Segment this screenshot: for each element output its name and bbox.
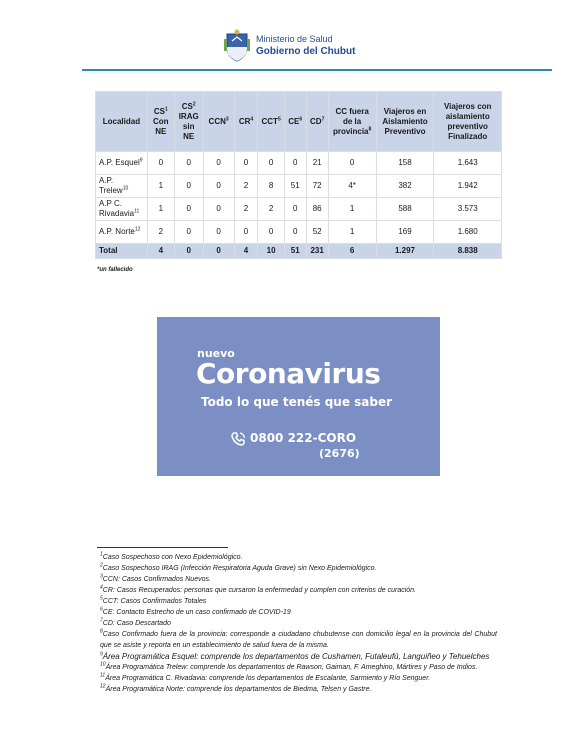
table-cell: 0 <box>328 152 376 175</box>
footnote-ref: 5 <box>277 115 281 122</box>
column-header-label: CR <box>238 116 251 126</box>
footnote-text: CCT: Casos Confirmados Totales <box>102 598 207 605</box>
table-cell: 4* <box>328 175 376 198</box>
phone-icon <box>230 431 246 447</box>
table-cell: 0 <box>147 152 174 175</box>
table-cell: 8 <box>258 175 284 198</box>
footnote-ref: 4 <box>250 115 254 122</box>
footnote-ref: 11 <box>134 208 140 215</box>
footnote-ref: 1 <box>164 105 168 112</box>
footnote-text: Área Programática Trelew: comprende los departamentos de Rawson, Gaiman, F. Ameghino, Mártires y Paso de Indios. <box>105 664 478 671</box>
footnote-number: 6 <box>100 606 103 613</box>
banner-kicker: nuevo <box>197 347 235 360</box>
footnote-item <box>100 574 497 585</box>
table-cell: 169 <box>376 221 434 244</box>
total-cell: 4 <box>234 244 258 259</box>
footnote-number: 11 <box>100 672 106 679</box>
total-cell: 10 <box>258 244 284 259</box>
footnote-item <box>100 662 497 673</box>
column-header <box>434 92 502 152</box>
table-cell: 0 <box>174 221 203 244</box>
table-cell: 382 <box>376 175 434 198</box>
footnote-number: 7 <box>100 617 103 624</box>
table-cell: 0 <box>174 152 203 175</box>
footnote-ref: 6 <box>299 115 303 122</box>
footnote-ref: 10 <box>122 185 129 192</box>
table-row <box>96 152 502 175</box>
table-row <box>96 221 502 244</box>
table-cell: 0 <box>203 175 234 198</box>
footnote-divider <box>97 547 228 548</box>
table-total-row <box>96 244 502 259</box>
page-header <box>0 26 579 66</box>
banner-title: Coronavirus <box>196 357 381 390</box>
footnote-number: 12 <box>100 683 106 690</box>
footnote-text: CD: Caso Descartado <box>102 620 171 627</box>
table-cell: 0 <box>284 198 306 221</box>
row-locality <box>96 198 148 221</box>
footnote-text: CCN: Casos Confirmados Nuevos. <box>102 576 211 583</box>
table-header-row <box>96 92 502 152</box>
table-cell: 2 <box>147 221 174 244</box>
footnote-item <box>100 618 497 629</box>
table-cell: 51 <box>284 175 306 198</box>
banner-phone-digits: (2676) <box>319 447 360 460</box>
table-cell: 21 <box>306 152 328 175</box>
footnote-text: Caso Confirmado fuera de la provincia: corresponde a ciudadano chubutense con domicilio legal en la provincia del Chubut que se asiste y reporta en un establecimiento de salud fuera de la misma. <box>100 631 497 649</box>
banner-phone[interactable]: 0800 222-CORO <box>250 431 357 445</box>
row-locality <box>96 152 148 175</box>
coronavirus-banner <box>157 317 440 476</box>
table-cell: 52 <box>306 221 328 244</box>
footnote-number: 5 <box>100 595 103 602</box>
ministry-name: Ministerio de Salud <box>256 34 333 44</box>
table-row <box>96 198 502 221</box>
table-cell: 588 <box>376 198 434 221</box>
footnote-item <box>100 629 497 651</box>
footnote-number: 1 <box>100 551 103 558</box>
footnote-text: CE: Contacto Estrecho de un caso confirmado de COVID-19 <box>102 609 291 616</box>
footnote-text: Caso Sospechoso con Nexo Epidemiológico. <box>102 554 243 561</box>
footnote-ref: 12 <box>134 226 141 233</box>
footnote-ref: 7 <box>321 115 325 122</box>
column-header-label: CE <box>288 116 300 126</box>
header-divider <box>82 69 552 71</box>
table-cell: 86 <box>306 198 328 221</box>
table-cell: 3.573 <box>434 198 502 221</box>
footnote-item <box>100 684 497 695</box>
column-header-label: CC fuera de la provincia <box>332 106 369 136</box>
locality-label: A.P C. Rivadavia <box>99 199 135 218</box>
column-header <box>258 92 284 152</box>
footnote-number: 9 <box>100 651 103 658</box>
column-header <box>328 92 376 152</box>
column-header-label: CD <box>310 116 322 126</box>
locality-label: A.P. Norte <box>99 227 135 236</box>
table-cell: 0 <box>203 152 234 175</box>
column-header-label: Localidad <box>102 116 141 126</box>
total-cell: 8.838 <box>434 244 502 259</box>
footnote-text: Caso Sospechoso IRAG (Infección Respiratoria Aguda Grave) sin Nexo Epidemiológico. <box>102 565 377 572</box>
footnote-item <box>100 607 497 618</box>
column-header-label: CCT <box>261 116 278 126</box>
table-body <box>96 152 502 259</box>
column-header-locality <box>96 92 148 152</box>
locality-label: A.P. Esquel <box>99 158 140 167</box>
footnotes <box>100 552 497 695</box>
table-cell: 1 <box>147 198 174 221</box>
footnote-ref: 9 <box>139 157 143 164</box>
banner-subtitle: Todo lo que tenés que saber <box>201 395 393 409</box>
table-cell: 72 <box>306 175 328 198</box>
government-name: Gobierno del Chubut <box>256 46 356 57</box>
column-header-label: CCN <box>208 116 226 126</box>
total-cell: 1.297 <box>376 244 434 259</box>
table-row <box>96 175 502 198</box>
table-cell: 0 <box>258 221 284 244</box>
table-cell: 0 <box>258 152 284 175</box>
table-cell: 1.643 <box>434 152 502 175</box>
column-header <box>306 92 328 152</box>
table-cell: 0 <box>234 152 258 175</box>
table-cell: 1.680 <box>434 221 502 244</box>
table-cell: 158 <box>376 152 434 175</box>
footnote-ref: 3 <box>225 115 229 122</box>
table-cell: 0 <box>203 198 234 221</box>
column-header-label: Viajeros en Aislamiento Preventivo <box>382 106 428 136</box>
column-header <box>203 92 234 152</box>
footnote-number: 4 <box>100 584 103 591</box>
column-header <box>284 92 306 152</box>
footnote-text: CR: Casos Recuperados: personas que cursaron la enfermedad y cumplen con criterios de curación. <box>102 587 416 594</box>
row-locality <box>96 175 148 198</box>
row-locality <box>96 221 148 244</box>
footnote-ref: 8 <box>368 125 372 132</box>
footnote-item <box>100 651 497 662</box>
locality-label: A.P. Trelew <box>99 176 123 195</box>
footnote-item <box>100 552 497 563</box>
chubut-crest-icon <box>223 29 251 62</box>
total-cell: 4 <box>147 244 174 259</box>
footnote-item <box>100 563 497 574</box>
footnote-item <box>100 596 497 607</box>
footnote-number: 2 <box>100 562 103 569</box>
table-cell: 0 <box>284 152 306 175</box>
table-note: *un fallecido <box>97 267 133 273</box>
footnote-number: 3 <box>100 573 103 580</box>
footnote-text: Área Programática Esquel: comprende los departamentos de Cushamen, Futaleufú, Languiñeo y Tehuelches <box>102 652 490 661</box>
table-cell: 2 <box>258 198 284 221</box>
table-cell: 2 <box>234 175 258 198</box>
column-header <box>234 92 258 152</box>
footnote-item <box>100 585 497 596</box>
footnote-text: Área Programática C. Rivadavia: comprende los departamentos de Escalante, Sarmiento y Río Senguer. <box>105 675 431 682</box>
table-cell: 0 <box>174 198 203 221</box>
table-cell: 1 <box>328 221 376 244</box>
column-header-suffix: Con NE <box>153 116 169 136</box>
total-cell: 6 <box>328 244 376 259</box>
column-header <box>174 92 203 152</box>
column-header-label: Viajeros con aislamiento preventivo Finalizado <box>443 101 492 141</box>
footnote-number: 8 <box>100 628 103 635</box>
total-label: Total <box>96 244 148 259</box>
table-cell: 2 <box>234 198 258 221</box>
column-header <box>376 92 434 152</box>
total-cell: 51 <box>284 244 306 259</box>
table-cell: 0 <box>284 221 306 244</box>
footnote-number: 10 <box>100 661 106 668</box>
column-header-label: CS <box>153 106 165 116</box>
total-cell: 231 <box>306 244 328 259</box>
table-cell: 1 <box>328 198 376 221</box>
table-cell: 0 <box>174 175 203 198</box>
table-cell: 0 <box>203 221 234 244</box>
covid-stats-table <box>95 91 502 259</box>
table-cell: 1.942 <box>434 175 502 198</box>
footnote-text: Área Programática Norte: comprende los departamentos de Biedma, Telsen y Gastre. <box>105 686 372 693</box>
table-cell: 0 <box>234 221 258 244</box>
column-header <box>147 92 174 152</box>
column-header-label: CS <box>181 101 193 111</box>
table-cell: 1 <box>147 175 174 198</box>
column-header-suffix: IRAG sin NE <box>178 111 199 141</box>
footnote-item <box>100 673 497 684</box>
total-cell: 0 <box>203 244 234 259</box>
total-cell: 0 <box>174 244 203 259</box>
footnote-ref: 2 <box>192 100 196 107</box>
